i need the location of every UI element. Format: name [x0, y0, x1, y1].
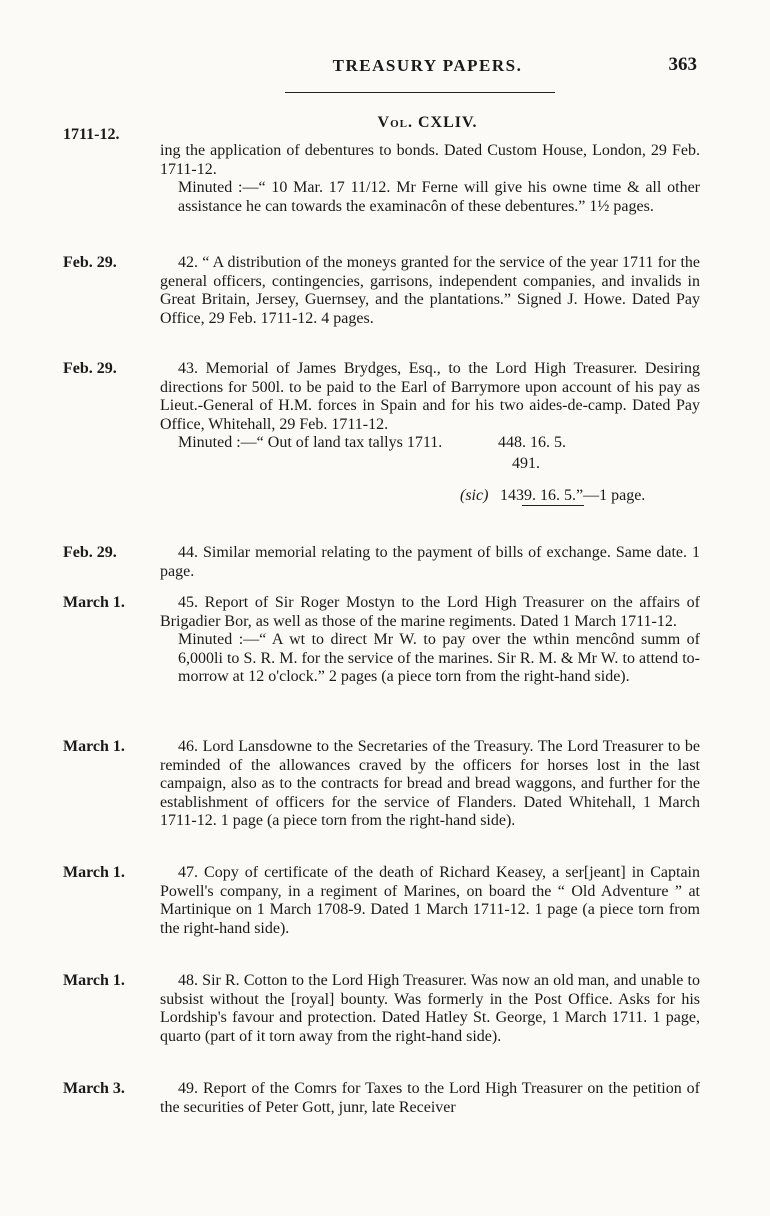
entry-minute: Minuted :—“ A wt to direct Mr W. to pay over the wthin mencônd summ of 6,000li to S. R. M. for the service of the marines. Sir R. M. & Mr W. to attend to-morrow at 12 o'clock.” 2 pages (a piece torn from the right-hand side).: [178, 631, 700, 685]
entry-date: March 3.: [63, 1080, 125, 1097]
entry-text: 47. Copy of certificate of the death of Richard Keasey, a ser[jeant] in Captain Powell's company, in a regiment of Marines, on board the “ Old Adventure ” at Martinique on 1 March 1708-9. Dated 1 March 1711-12. 1 page (a piece torn from the right-hand side).: [160, 864, 700, 937]
tally-line-1: 448. 16. 5.: [498, 433, 566, 451]
entry-date: March 1.: [63, 972, 125, 989]
tally-total: 1439. 16. 5.”—1 page.: [500, 486, 646, 504]
entry-body: [160, 738, 700, 831]
tally-line-2: 491.: [512, 454, 540, 472]
entry-body: [160, 1080, 700, 1117]
entry-date: Feb. 29.: [63, 544, 117, 561]
entry-text: 48. Sir R. Cotton to the Lord High Treasurer. Was now an old man, and unable to subsist without the [royal] bounty. Was formerly in the Post Office. Asks for his Lordship's favour and protection. Dated Hatley St. George, 1 March 1711. 1 page, quarto (part of it torn away from the right-hand side).: [160, 972, 700, 1045]
entry-body: [160, 864, 700, 938]
running-title: TREASURY PAPERS.: [332, 56, 523, 75]
entry-text: 49. Report of the Comrs for Taxes to the Lord High Treasurer on the petition of the securities of Peter Gott, junr, late Receiver: [160, 1080, 700, 1116]
entry-body: [160, 544, 700, 581]
entry-body: [160, 972, 700, 1046]
entry-text: ing the application of debentures to bonds. Dated Custom House, London, 29 Feb. 1711-12.: [160, 142, 700, 178]
entry-date: Feb. 29.: [63, 254, 117, 271]
page-number: 363: [668, 54, 697, 75]
tally-sic: (sic): [460, 486, 489, 504]
entry-minute: Minuted :—“ Out of land tax tallys 1711.: [178, 434, 443, 451]
entry-date: March 1.: [63, 738, 125, 755]
entry-text: 44. Similar memorial relating to the payment of bills of exchange. Same date. 1 page.: [160, 544, 700, 580]
volume-heading: Vol. CXLIV.: [377, 114, 478, 131]
entry-body: [160, 254, 700, 328]
entry-body: [160, 360, 700, 527]
entry-text: 42. “ A distribution of the moneys granted for the service of the year 1711 for the general officers, contingencies, garrisons, independent companies, and invalids in Great Britain, Jersey, Guernsey, and the plantations.” Signed J. Howe. Dated Pay Office, 29 Feb. 1711-12. 4 pages.: [160, 254, 700, 327]
year-margin-label: 1711-12.: [63, 126, 120, 143]
header-rule: [285, 92, 555, 93]
entry-text: 45. Report of Sir Roger Mostyn to the Lord High Treasurer on the affairs of Brigadier Bor, as well as those of the marine regiments. Dated 1 March 1711-12.: [160, 594, 700, 630]
entry-date: March 1.: [63, 864, 125, 881]
entry-date: March 1.: [63, 594, 125, 611]
entry-text: 43. Memorial of James Brydges, Esq., to the Lord High Treasurer. Desiring directions for 500l. to be paid to the Earl of Barrymore upon account of his pay as Lieut.-General of H.M. forces in Spain and for his two aides-de-camp. Dated Pay Office, Whitehall, 29 Feb. 1711-12.: [160, 360, 700, 433]
running-head: [150, 56, 705, 86]
entry-minute: Minuted :—“ 10 Mar. 17 11/12. Mr Ferne will give his owne time & all other assistance he can towards the examinacôn of these debentures.” 1½ pages.: [178, 179, 700, 215]
entry-text: 46. Lord Lansdowne to the Secretaries of the Treasury. The Lord Treasurer to be reminded of the allowances craved by the officers for horses lost in the last campaign, also as to the contracts for bread and bread waggons, and further for the establishment of officers for the service of Flanders. Dated Whitehall, 1 March 1711-12. 1 page (a piece torn from the right-hand side).: [160, 738, 700, 829]
entry-body: [160, 142, 700, 216]
entry-date: Feb. 29.: [63, 360, 117, 377]
entry-body: [160, 594, 700, 687]
